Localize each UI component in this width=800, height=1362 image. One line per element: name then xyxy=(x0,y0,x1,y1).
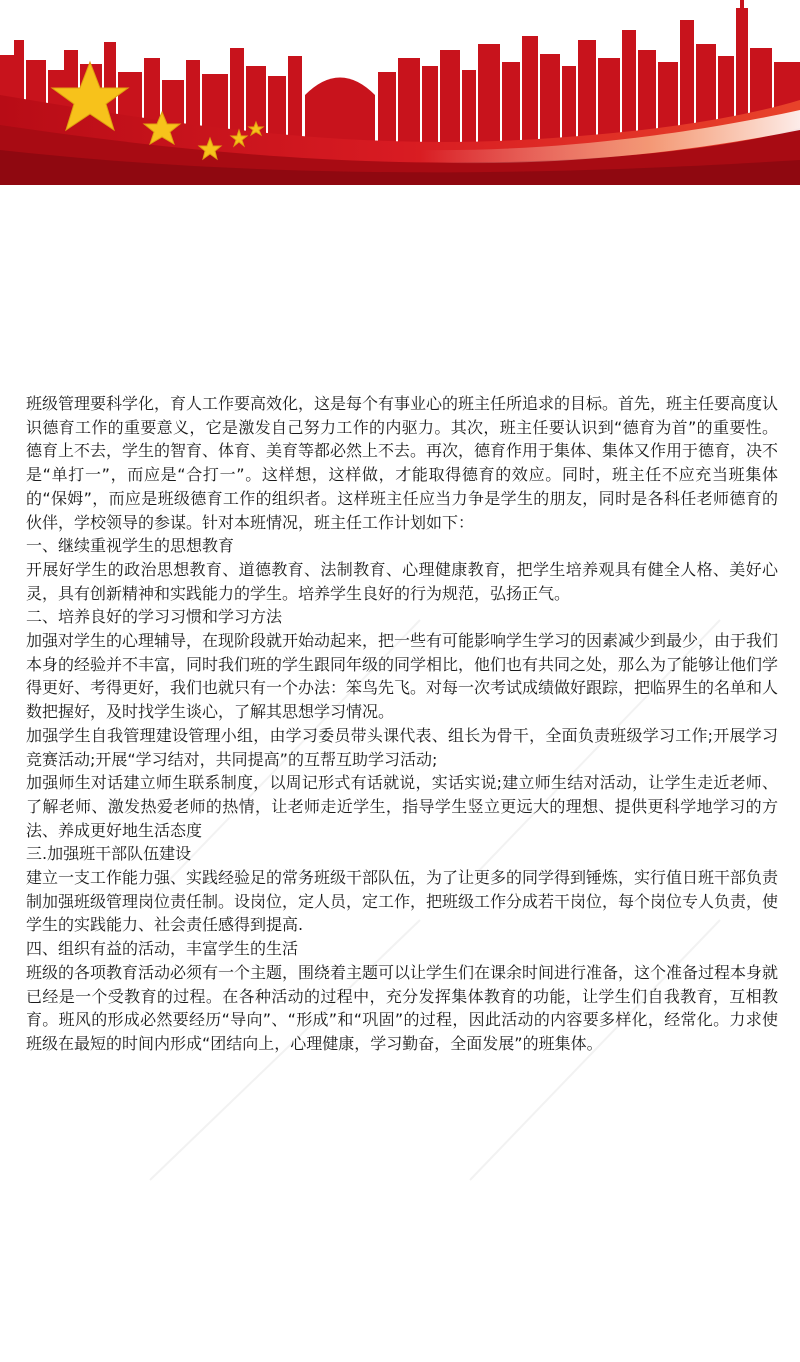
section-heading: 二、培养良好的学习习惯和学习方法 xyxy=(26,607,283,627)
body-paragraph: 开展好学生的政治思想教育、道德教育、法制教育、心理健康教育，把学生培养观具有健全人格、美好心灵，具有创新精神和实践能力的学生。培养学生良好的行为规范，弘扬正气。 xyxy=(26,559,778,603)
intro-paragraph: 班级管理要科学化，育人工作要高效化，这是每个有事业心的班主任所追求的目标。首先，班主任要高度认识德育工作的重要意义，它是激发自己努力工作的内驱力。其次，班主任要认识到“德育为首”的重要性。德育上不去，学生的智育、体育、美育等都必然上不去。再次，德育作用于集体、集体又作用于德育，决不是“单打一”，而应是“合打一”。这样想，这样做，才能取得德育的效应。同时，班主任不应充当班集体的“保姆”，而应是班级德育工作的组织者。这样班主任应当力争是学生的朋友，同时是各科任老师德育的伙伴，学校领导的参谋。针对本班情况，班主任工作计划如下： xyxy=(26,394,779,532)
header-banner xyxy=(0,0,800,185)
body-paragraph: 加强师生对话建立师生联系制度，以周记形式有话就说，实话实说;建立师生结对活动，让学生走近老师、了解老师、激发热爱老师的热情，让老师走近学生，指导学生竖立更远大的理想、提供更科学地学习的方法、养成更好地生活态度 xyxy=(26,773,778,840)
body-paragraph: 加强对学生的心理辅导，在现阶段就开始动起来，把一些有可能影响学生学习的因素减少到最少，由于我们本身的经验并不丰富，同时我们班的学生跟同年级的同学相比，他们也有共同之处，那么为了能够让他们学得更好、考得更好，我们也就只有一个办法：笨鸟先飞。对每一次考试成绩做好跟踪，把临界生的名单和人数把握好，及时找学生谈心，了解其思想学习情况。 xyxy=(26,631,779,722)
body-paragraph: 班级的各项教育活动必须有一个主题，围绕着主题可以让学生们在课余时间进行准备，这个准备过程本身就已经是一个受教育的过程。在各种活动的过程中，充分发挥集体教育的功能，让学生们自我教育，互相教育。班风的形成必然要经历“导向”、“形成”和“巩固”的过程，因此活动的内容要多样化，经常化。力求使班级在最短的时间内形成“团结向上，心理健康，学习勤奋，全面发展”的班集体。 xyxy=(26,962,779,1053)
document-body xyxy=(26,392,778,1056)
body-paragraph: 建立一支工作能力强、实践经验足的常务班级干部队伍，为了让更多的同学得到锤炼，实行值日班干部负责制加强班级管理岗位责任制。设岗位，定人员，定工作，把班级工作分成若干岗位，每个岗位专人负责，使学生的实践能力、社会责任感得到提高. xyxy=(26,868,779,935)
section-heading: 四、组织有益的活动，丰富学生的生活 xyxy=(26,939,299,959)
section-heading: 三.加强班干部队伍建设 xyxy=(26,844,192,864)
body-paragraph: 加强学生自我管理建设管理小组，由学习委员带头课代表、组长为骨干，全面负责班级学习工作;开展学习竞赛活动;开展“学习结对，共同提高”的互帮互助学习活动; xyxy=(26,725,778,769)
section-heading: 一、继续重视学生的思想教育 xyxy=(26,536,235,556)
